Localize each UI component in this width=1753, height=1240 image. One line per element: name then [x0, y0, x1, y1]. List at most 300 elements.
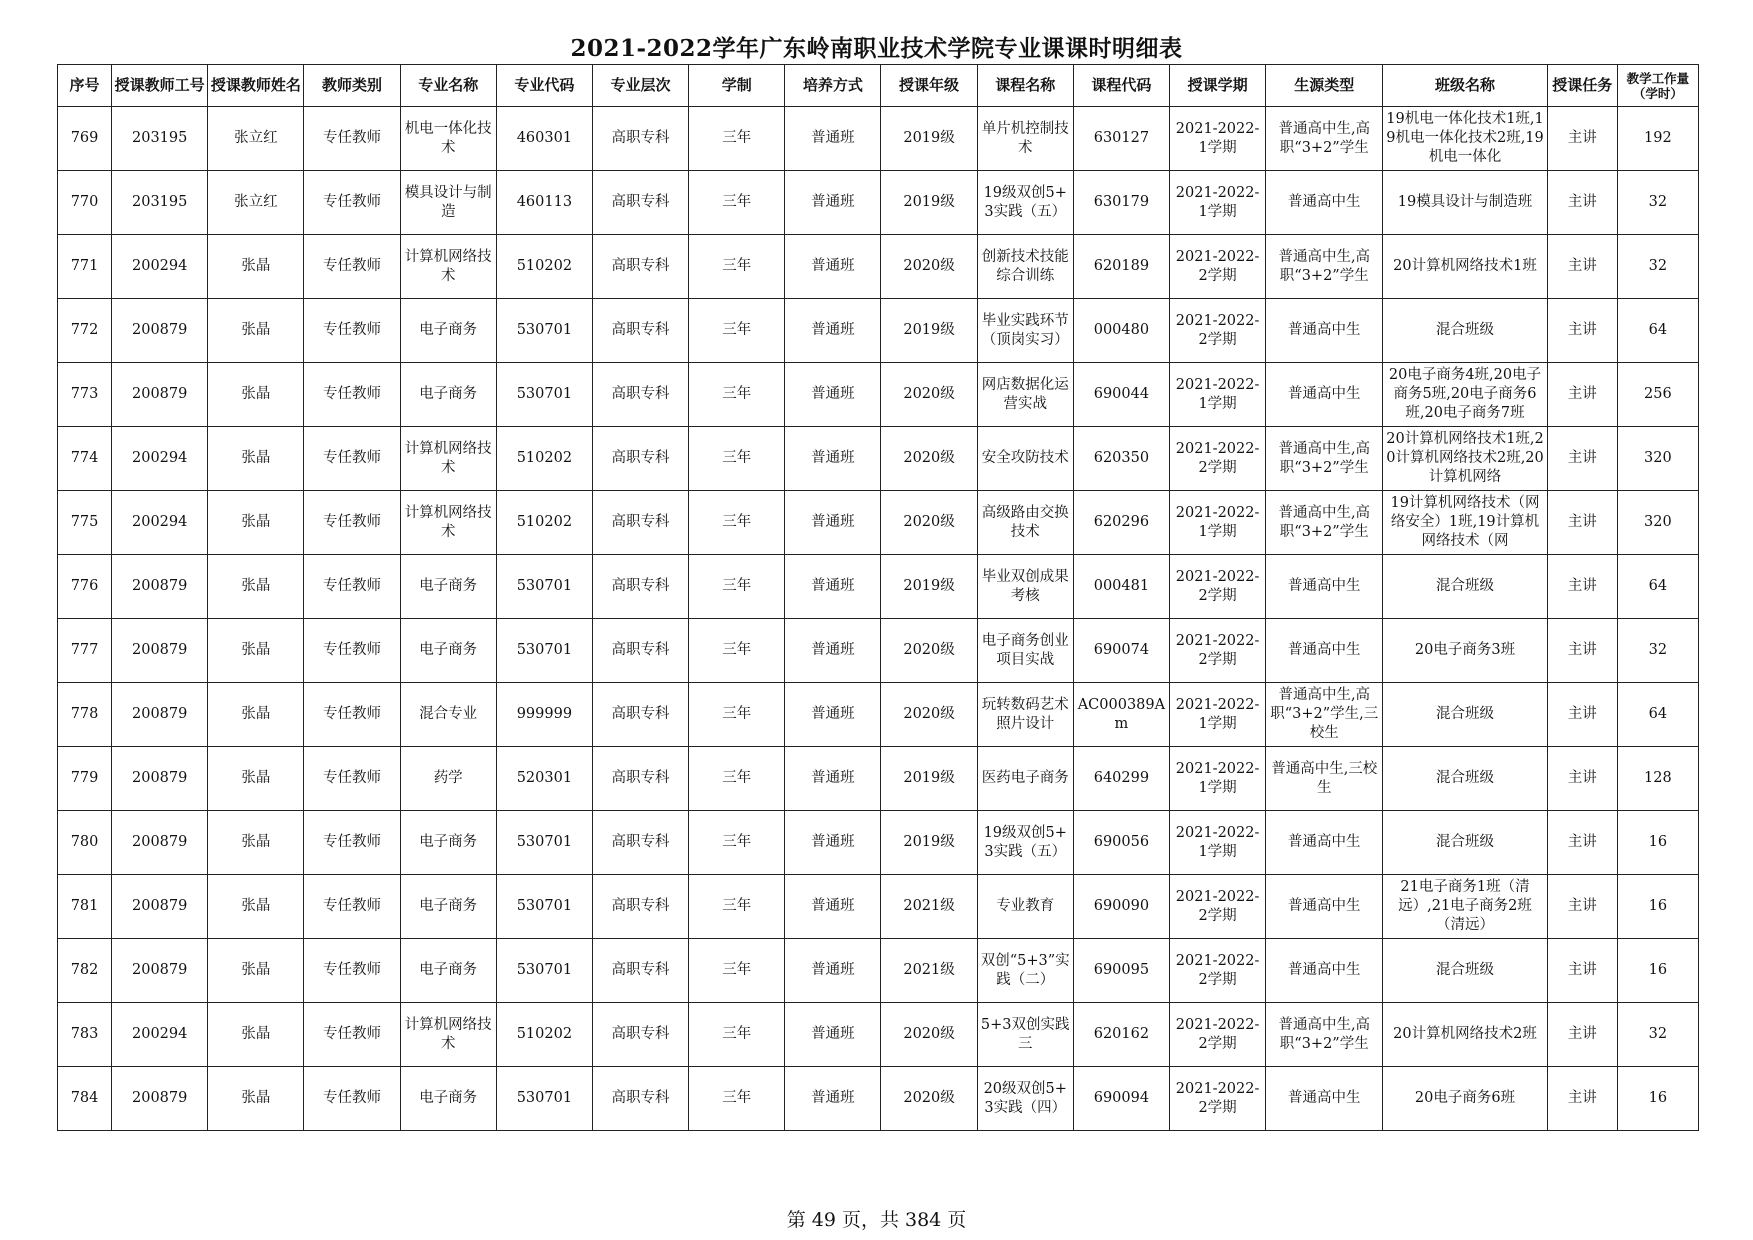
- semester: 2021-2022-1学期: [1175, 824, 1260, 860]
- teacher-name-cell: [208, 555, 304, 619]
- study-length: 三年: [722, 1026, 752, 1042]
- workload-hours-cell: [1617, 811, 1698, 875]
- workload-hours: 32: [1648, 194, 1668, 210]
- teaching-task: 主讲: [1567, 642, 1597, 658]
- course-code-cell: [1073, 491, 1169, 555]
- class-name: 20电子商务6班: [1414, 1090, 1516, 1106]
- row-number-cell: [58, 299, 112, 363]
- training-mode-cell: [785, 747, 881, 811]
- major-code-cell: [496, 235, 592, 299]
- study-length-cell: [689, 811, 785, 875]
- teacher-category-cell: [304, 299, 400, 363]
- major-level: 高职专科: [611, 706, 670, 722]
- study-length-cell: [689, 683, 785, 747]
- major-code: 530701: [516, 386, 573, 402]
- table-row: [58, 107, 1699, 171]
- teacher-id-cell: [112, 235, 208, 299]
- row-number: 781: [70, 898, 99, 914]
- course-code: 620162: [1093, 1026, 1150, 1042]
- study-length-cell: [689, 491, 785, 555]
- grade-cell: [881, 811, 977, 875]
- course-code: 640299: [1093, 770, 1150, 786]
- major-name: 电子商务: [419, 642, 478, 658]
- column-header: 教师类别: [304, 65, 400, 107]
- class-name: 混合班级: [1436, 706, 1494, 722]
- teacher-category-cell: [304, 875, 400, 939]
- study-length-cell: [689, 107, 785, 171]
- semester-cell: [1169, 619, 1265, 683]
- major-name-cell: [400, 619, 496, 683]
- major-level-cell: [592, 171, 688, 235]
- teaching-task: 主讲: [1567, 258, 1597, 274]
- major-level-cell: [592, 683, 688, 747]
- course-code: 620296: [1093, 514, 1150, 530]
- row-number-cell: [58, 363, 112, 427]
- teacher-id: 200879: [132, 706, 188, 722]
- teacher-id-cell: [112, 619, 208, 683]
- course-code: 690056: [1093, 834, 1150, 850]
- grade-cell: [881, 363, 977, 427]
- training-mode-cell: [785, 491, 881, 555]
- table-row: [58, 1003, 1699, 1067]
- row-number: 776: [70, 578, 99, 594]
- semester-cell: [1169, 363, 1265, 427]
- table-row: [58, 875, 1699, 939]
- teacher-id: 200294: [132, 514, 188, 530]
- study-length-cell: [689, 619, 785, 683]
- row-number-cell: [58, 107, 112, 171]
- teacher-name: 张晶: [241, 258, 271, 274]
- course-name: 毕业双创成果考核: [981, 568, 1069, 604]
- major-level-cell: [592, 235, 688, 299]
- course-code-cell: [1073, 107, 1169, 171]
- table-row: [58, 427, 1699, 491]
- row-number-cell: [58, 171, 112, 235]
- table-row: [58, 555, 1699, 619]
- teacher-name: 张立红: [234, 194, 278, 210]
- teacher-id-cell: [112, 299, 208, 363]
- major-code-cell: [496, 427, 592, 491]
- student-source-cell: [1266, 683, 1383, 747]
- teacher-category: 专任教师: [323, 258, 382, 274]
- study-length-cell: [689, 1067, 785, 1131]
- teaching-task: 主讲: [1567, 770, 1597, 786]
- row-number: 774: [70, 450, 99, 466]
- major-code: 530701: [516, 898, 573, 914]
- semester-cell: [1169, 235, 1265, 299]
- grade: 2021级: [903, 962, 955, 978]
- workload-hours: 16: [1648, 962, 1668, 978]
- major-level: 高职专科: [611, 450, 670, 466]
- class-name-cell: [1383, 619, 1547, 683]
- course-name-cell: [977, 299, 1073, 363]
- row-number-cell: [58, 747, 112, 811]
- teaching-task-cell: [1547, 171, 1617, 235]
- teacher-name: 张晶: [241, 514, 271, 530]
- major-name-cell: [400, 171, 496, 235]
- student-source: 普通高中生: [1288, 386, 1361, 402]
- semester: 2021-2022-2学期: [1175, 888, 1260, 924]
- major-name: 计算机网络技术: [404, 1016, 492, 1052]
- grade-cell: [881, 939, 977, 1003]
- major-level: 高职专科: [611, 514, 670, 530]
- course-code: 690074: [1093, 642, 1150, 658]
- major-code: 510202: [516, 1026, 573, 1042]
- student-source-cell: [1266, 747, 1383, 811]
- student-source-cell: [1266, 299, 1383, 363]
- teacher-name-cell: [208, 683, 304, 747]
- semester-cell: [1169, 427, 1265, 491]
- teacher-id-cell: [112, 491, 208, 555]
- teacher-category-cell: [304, 811, 400, 875]
- teaching-task-cell: [1547, 1003, 1617, 1067]
- teacher-category: 专任教师: [323, 706, 382, 722]
- course-code-cell: [1073, 875, 1169, 939]
- table-row: [58, 683, 1699, 747]
- training-mode-cell: [785, 555, 881, 619]
- table-header: [58, 65, 1699, 107]
- class-name-cell: [1383, 491, 1547, 555]
- table-row: [58, 1067, 1699, 1131]
- teaching-task-cell: [1547, 491, 1617, 555]
- teacher-category: 专任教师: [323, 578, 382, 594]
- major-level-cell: [592, 299, 688, 363]
- semester: 2021-2022-1学期: [1175, 696, 1260, 732]
- workload-hours: 32: [1648, 258, 1668, 274]
- course-name-cell: [977, 619, 1073, 683]
- workload-hours-cell: [1617, 619, 1698, 683]
- course-code: 630179: [1093, 194, 1150, 210]
- teaching-task: 主讲: [1567, 322, 1597, 338]
- course-name: 单片机控制技术: [981, 120, 1069, 156]
- teacher-category: 专任教师: [323, 514, 382, 530]
- grade-cell: [881, 619, 977, 683]
- teacher-name-cell: [208, 363, 304, 427]
- training-mode-cell: [785, 235, 881, 299]
- training-mode: 普通班: [811, 130, 855, 146]
- class-name-cell: [1383, 683, 1547, 747]
- teacher-name: 张晶: [241, 322, 271, 338]
- study-length-cell: [689, 1003, 785, 1067]
- study-length: 三年: [722, 962, 752, 978]
- class-name-cell: [1383, 1003, 1547, 1067]
- course-code-cell: [1073, 811, 1169, 875]
- course-name: 毕业实践环节（顶岗实习）: [981, 312, 1069, 348]
- course-code: 000480: [1093, 322, 1150, 338]
- teacher-id: 200879: [132, 322, 188, 338]
- grade-cell: [881, 875, 977, 939]
- study-length: 三年: [722, 770, 752, 786]
- course-name-cell: [977, 683, 1073, 747]
- workload-hours: 16: [1648, 898, 1668, 914]
- column-header: 授课年级: [881, 65, 977, 107]
- grade-cell: [881, 491, 977, 555]
- major-name: 电子商务: [419, 386, 478, 402]
- major-name-cell: [400, 875, 496, 939]
- class-name: 20电子商务3班: [1414, 642, 1516, 658]
- teacher-name: 张晶: [241, 578, 271, 594]
- class-name: 20电子商务4班,20电子商务5班,20电子商务6班,20电子商务7班: [1388, 367, 1542, 421]
- grade: 2020级: [903, 706, 955, 722]
- course-name: 网店数据化运营实战: [981, 376, 1069, 412]
- major-code-cell: [496, 363, 592, 427]
- major-level: 高职专科: [611, 386, 670, 402]
- teacher-category: 专任教师: [323, 642, 382, 658]
- class-name: 20计算机网络技术2班: [1393, 1026, 1537, 1042]
- teacher-category: 专任教师: [323, 834, 382, 850]
- course-name: 19级双创5+3实践（五）: [983, 824, 1067, 860]
- teacher-name-cell: [208, 1067, 304, 1131]
- major-name-cell: [400, 939, 496, 1003]
- table-row: [58, 811, 1699, 875]
- major-level-cell: [592, 363, 688, 427]
- student-source: 普通高中生,三校生: [1271, 760, 1378, 796]
- study-length-cell: [689, 235, 785, 299]
- semester-cell: [1169, 811, 1265, 875]
- teacher-id: 200879: [132, 898, 188, 914]
- student-source-cell: [1266, 491, 1383, 555]
- row-number-cell: [58, 1003, 112, 1067]
- major-level: 高职专科: [611, 130, 670, 146]
- study-length-cell: [689, 299, 785, 363]
- grade: 2021级: [903, 898, 955, 914]
- teacher-name-cell: [208, 747, 304, 811]
- grade: 2019级: [903, 130, 955, 146]
- column-header: 班级名称: [1383, 65, 1547, 107]
- study-length-cell: [689, 875, 785, 939]
- workload-hours-cell: [1617, 1003, 1698, 1067]
- training-mode: 普通班: [811, 194, 855, 210]
- teacher-name-cell: [208, 811, 304, 875]
- teaching-task-cell: [1547, 875, 1617, 939]
- teacher-category-cell: [304, 1003, 400, 1067]
- workload-hours: 64: [1648, 322, 1668, 338]
- teaching-task: 主讲: [1567, 706, 1597, 722]
- student-source: 普通高中生: [1288, 642, 1361, 658]
- training-mode: 普通班: [811, 386, 855, 402]
- class-name-cell: [1383, 363, 1547, 427]
- grade: 2019级: [903, 194, 955, 210]
- major-level-cell: [592, 555, 688, 619]
- class-name-cell: [1383, 811, 1547, 875]
- course-code-cell: [1073, 235, 1169, 299]
- teacher-category: 专任教师: [323, 450, 382, 466]
- major-code: 999999: [516, 706, 573, 722]
- row-number: 773: [70, 386, 99, 402]
- major-name-cell: [400, 555, 496, 619]
- teacher-id: 200879: [132, 962, 188, 978]
- course-name: 5+3双创实践三: [980, 1016, 1070, 1052]
- major-level-cell: [592, 875, 688, 939]
- workload-hours-cell: [1617, 939, 1698, 1003]
- teacher-name: 张晶: [241, 1090, 271, 1106]
- semester: 2021-2022-2学期: [1175, 1080, 1260, 1116]
- column-header: 专业层次: [592, 65, 688, 107]
- teacher-name: 张晶: [241, 898, 271, 914]
- study-length-cell: [689, 363, 785, 427]
- course-name-cell: [977, 427, 1073, 491]
- training-mode-cell: [785, 939, 881, 1003]
- training-mode: 普通班: [811, 834, 855, 850]
- student-source-cell: [1266, 875, 1383, 939]
- semester: 2021-2022-2学期: [1175, 568, 1260, 604]
- teacher-id: 200879: [132, 770, 188, 786]
- grade: 2019级: [903, 770, 955, 786]
- course-name-cell: [977, 811, 1073, 875]
- row-number: 777: [70, 642, 99, 658]
- course-code: 620189: [1093, 258, 1150, 274]
- training-mode-cell: [785, 1003, 881, 1067]
- semester: 2021-2022-1学期: [1175, 184, 1260, 220]
- workload-hours-cell: [1617, 491, 1698, 555]
- student-source-cell: [1266, 107, 1383, 171]
- training-mode-cell: [785, 107, 881, 171]
- major-name-cell: [400, 427, 496, 491]
- course-code-cell: [1073, 427, 1169, 491]
- row-number: 779: [70, 770, 99, 786]
- course-name-cell: [977, 1003, 1073, 1067]
- major-code: 510202: [516, 258, 573, 274]
- major-level: 高职专科: [611, 1090, 670, 1106]
- training-mode-cell: [785, 299, 881, 363]
- teacher-id: 200294: [132, 1026, 188, 1042]
- major-level: 高职专科: [611, 194, 670, 210]
- study-length-cell: [689, 939, 785, 1003]
- teacher-name: 张晶: [241, 834, 271, 850]
- teacher-id-cell: [112, 1003, 208, 1067]
- course-code-cell: [1073, 555, 1169, 619]
- course-code-cell: [1073, 1003, 1169, 1067]
- major-code: 460301: [516, 130, 573, 146]
- major-level-cell: [592, 427, 688, 491]
- row-number: 775: [70, 514, 99, 530]
- major-name: 电子商务: [419, 962, 478, 978]
- semester-cell: [1169, 299, 1265, 363]
- teaching-task-cell: [1547, 1067, 1617, 1131]
- table-row: [58, 491, 1699, 555]
- row-number-cell: [58, 939, 112, 1003]
- class-name: 混合班级: [1436, 962, 1494, 978]
- course-name-cell: [977, 555, 1073, 619]
- course-code: 620350: [1093, 450, 1150, 466]
- teacher-category-cell: [304, 683, 400, 747]
- semester-cell: [1169, 875, 1265, 939]
- grade-cell: [881, 235, 977, 299]
- training-mode: 普通班: [811, 578, 855, 594]
- course-code-cell: [1073, 1067, 1169, 1131]
- study-length: 三年: [722, 514, 752, 530]
- semester-cell: [1169, 171, 1265, 235]
- training-mode-cell: [785, 427, 881, 491]
- major-name: 药学: [433, 770, 463, 786]
- major-code-cell: [496, 299, 592, 363]
- semester-cell: [1169, 555, 1265, 619]
- column-header: 教学工作量（学时）: [1617, 65, 1698, 107]
- student-source: 普通高中生: [1288, 834, 1361, 850]
- class-name-cell: [1383, 555, 1547, 619]
- column-header: 专业代码: [496, 65, 592, 107]
- student-source-cell: [1266, 555, 1383, 619]
- major-code-cell: [496, 619, 592, 683]
- major-code-cell: [496, 939, 592, 1003]
- major-code: 520301: [516, 770, 573, 786]
- teacher-category-cell: [304, 171, 400, 235]
- semester-cell: [1169, 683, 1265, 747]
- teacher-category-cell: [304, 235, 400, 299]
- teacher-id-cell: [112, 427, 208, 491]
- major-code-cell: [496, 683, 592, 747]
- column-header: 序号: [58, 65, 112, 107]
- student-source-cell: [1266, 235, 1383, 299]
- major-level-cell: [592, 619, 688, 683]
- class-name-cell: [1383, 939, 1547, 1003]
- major-name: 机电一体化技术: [404, 120, 492, 156]
- student-source-cell: [1266, 427, 1383, 491]
- workload-hours: 192: [1644, 130, 1672, 146]
- major-level-cell: [592, 107, 688, 171]
- teacher-category: 专任教师: [323, 962, 382, 978]
- class-name: 20计算机网络技术1班: [1393, 258, 1537, 274]
- workload-hours: 320: [1644, 514, 1672, 530]
- major-code: 530701: [516, 578, 573, 594]
- teacher-name-cell: [208, 299, 304, 363]
- student-source: 普通高中生: [1288, 578, 1361, 594]
- teacher-category: 专任教师: [323, 770, 382, 786]
- teacher-name-cell: [208, 1003, 304, 1067]
- course-name: 玩转数码艺术照片设计: [981, 696, 1069, 732]
- semester: 2021-2022-2学期: [1175, 248, 1260, 284]
- workload-hours-cell: [1617, 299, 1698, 363]
- teaching-task: 主讲: [1567, 962, 1597, 978]
- study-length: 三年: [722, 130, 752, 146]
- column-header: 授课任务: [1547, 65, 1617, 107]
- workload-hours: 320: [1644, 450, 1672, 466]
- row-number: 784: [70, 1090, 99, 1106]
- student-source: 普通高中生: [1288, 898, 1361, 914]
- teacher-category: 专任教师: [323, 1026, 382, 1042]
- table-row: [58, 747, 1699, 811]
- workload-hours-cell: [1617, 107, 1698, 171]
- course-code-cell: [1073, 747, 1169, 811]
- teacher-id: 200879: [132, 1090, 188, 1106]
- grade-cell: [881, 1067, 977, 1131]
- teacher-id: 203195: [132, 130, 188, 146]
- major-name-cell: [400, 107, 496, 171]
- teacher-category-cell: [304, 747, 400, 811]
- course-code: AC000389Am: [1077, 696, 1166, 732]
- header-row: [58, 65, 1699, 107]
- teacher-name: 张晶: [241, 450, 271, 466]
- row-number: 780: [70, 834, 99, 850]
- teacher-name: 张晶: [241, 706, 271, 722]
- workload-hours-cell: [1617, 875, 1698, 939]
- course-code: 690044: [1093, 386, 1150, 402]
- semester: 2021-2022-1学期: [1175, 504, 1260, 540]
- teacher-category-cell: [304, 427, 400, 491]
- row-number-cell: [58, 619, 112, 683]
- page-number: 第 49 页，共 384 页: [786, 1209, 967, 1231]
- major-code: 530701: [516, 1090, 573, 1106]
- grade: 2020级: [903, 1090, 955, 1106]
- semester: 2021-2022-1学期: [1175, 376, 1260, 412]
- teaching-task: 主讲: [1567, 194, 1597, 210]
- teacher-id: 203195: [132, 194, 188, 210]
- study-length: 三年: [722, 194, 752, 210]
- course-name-cell: [977, 235, 1073, 299]
- teaching-task: 主讲: [1567, 130, 1597, 146]
- workload-hours: 32: [1648, 1026, 1668, 1042]
- column-header: 培养方式: [785, 65, 881, 107]
